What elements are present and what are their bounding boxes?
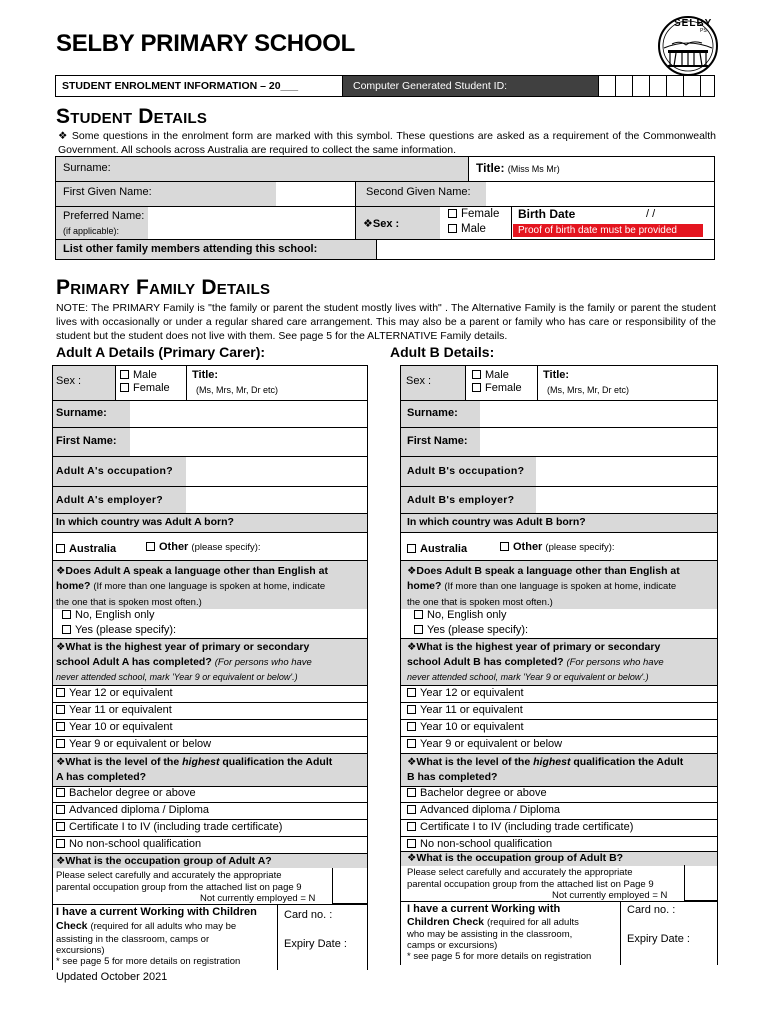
adult-b-wwc-hint-3: camps or excursions) [407,940,498,951]
adult-b-no-english-option[interactable] [414,609,507,621]
adult-b-qual-bachelor-option[interactable] [407,787,547,799]
adult-b-australia-option[interactable] [407,543,467,555]
proof-banner [513,224,703,237]
adult-b-qual-question [407,756,683,768]
adult-b-occ-hint-1: Please select carefully and accurately the appropriate [407,867,633,878]
qual-text: Certificate I to IV (including trade certificate) [420,821,634,833]
adult-a-wwc-line-2: Check [56,920,88,932]
adult-a-wwc-hint-3: excursions) [56,945,105,956]
adult-b-occ-hint-3: Not currently employed = N [552,890,668,901]
adult-a-wwc-hint-2: assisting in the classroom, camps or [56,934,210,945]
checkbox-icon[interactable] [414,625,423,634]
adult-b-surname-input[interactable] [480,401,717,427]
adult-b-card-no[interactable]: Card no. : [627,904,676,916]
qual-q-a: ❖What is the level of the [407,756,531,768]
adult-b-yes-specify-option[interactable] [414,624,528,636]
if-applicable-label: (if applicable): [63,226,120,236]
qual-text: Advanced diploma / Diploma [420,804,561,816]
student-details-heading: Student Details [56,105,208,128]
adult-a-lang-question-2: home? [56,580,91,592]
first-given-input[interactable] [276,182,355,206]
adult-b-qual-question-2: B has completed? [407,771,498,783]
adult-a-heading: Adult A Details (Primary Carer): [56,344,266,360]
birth-date-slashes[interactable]: / / [646,208,656,220]
checkbox-icon[interactable] [448,209,457,218]
adult-a-surname-input[interactable] [130,401,367,427]
adult-b-year-12-option[interactable] [407,687,524,699]
year-text: Year 10 or equivalent [69,721,173,733]
adult-b-other-option[interactable] [500,541,615,553]
adult-a-qual-bachelor-option[interactable] [56,787,196,799]
year-text: Year 12 or equivalent [420,687,524,699]
checkbox-icon[interactable] [472,370,481,379]
adult-b-occupation-label: Adult B's occupation? [407,465,525,477]
female-text: Female [485,382,522,394]
adult-a-year-12-option[interactable] [56,687,173,699]
adult-a-qual-question [56,756,332,768]
checkbox-icon[interactable] [407,722,416,731]
student-title-text: Title: [476,161,505,175]
adult-a-panel [52,365,368,970]
student-title-label [476,161,560,175]
adult-a-qual-certificate-option[interactable] [56,821,282,833]
adult-b-lang-question: ❖Does Adult B speak a language other than English at [407,565,680,577]
student-title-hint: (Miss Ms Mr) [507,164,560,174]
adult-b-expiry[interactable]: Expiry Date : [627,933,690,945]
preferred-label: Preferred Name: [63,210,145,222]
year-text: Year 11 or equivalent [69,704,172,716]
adult-a-occupation-input[interactable] [186,457,367,486]
checkbox-icon[interactable] [448,224,457,233]
adult-a-occ-group-question: ❖What is the occupation group of Adult A? [56,855,272,867]
student-note: ❖ Some questions in the enrolment form are marked with this symbol. These questions are asked as a requirement of the Commonwealth Government. All schools across Australia are required to collect the same information. [58,130,716,156]
adult-b-employer-input[interactable] [536,487,717,513]
checkbox-icon[interactable] [472,383,481,392]
checkbox-icon[interactable] [62,610,71,619]
qual-text: Certificate I to IV (including trade certificate) [69,821,283,833]
adult-a-wwc-hint-1: (required for all adults who may be [90,921,237,932]
adult-b-lang-hint: (If more than one language is spoken at home, indicate [444,581,677,592]
male-text: Male [485,369,509,381]
adult-a-expiry[interactable]: Expiry Date : [284,938,347,950]
checkbox-icon[interactable] [56,688,65,697]
checkbox-icon[interactable] [62,625,71,634]
adult-b-panel [400,365,718,965]
other-text: Other [159,541,189,553]
australia-text: Australia [420,543,468,555]
second-given-label: Second Given Name: [366,186,471,198]
adult-a-firstname-label: First Name: [56,435,117,447]
adult-a-qual-question-2: A has completed? [56,771,147,783]
adult-b-wwc-line-2: Children Check [407,916,485,928]
male-text: Male [461,223,486,235]
adult-b-school-hint: (For persons who have [566,657,664,668]
checkbox-icon[interactable] [56,805,65,814]
please-specify-text: (please specify): [191,542,261,553]
adult-b-occ-group-input[interactable] [684,865,718,901]
checkbox-icon[interactable] [120,370,129,379]
checkbox-icon[interactable] [56,788,65,797]
qual-text: Advanced diploma / Diploma [69,804,210,816]
checkbox-icon[interactable] [56,839,65,848]
adult-b-male-option[interactable] [472,369,509,381]
male-text: Male [133,369,157,381]
adult-b-qual-diploma-option[interactable] [407,804,560,816]
student-id-label-cell [343,76,598,96]
adult-a-yes-specify-option[interactable] [62,624,176,636]
adult-b-school-question: ❖What is the highest year of primary or secondary [407,641,661,653]
surname-label: Surname: [63,162,111,174]
adult-a-wwc-line-1: I have a current Working with Children [56,906,257,918]
adult-a-female-option[interactable] [120,382,170,394]
adult-b-wwc-hint-4: * see page 5 for more details on registration [407,951,592,962]
no-english-text: No, English only [427,609,507,621]
qual-q-a: ❖What is the level of the [56,756,180,768]
year-text: Year 9 or equivalent or below [69,738,212,750]
adult-a-lang-hint-2: the one that is spoken most often.) [56,597,202,608]
preferred-input[interactable] [148,207,355,239]
checkbox-icon[interactable] [407,688,416,697]
qual-q-b: highest [182,756,220,768]
updated-footer: Updated October 2021 [56,971,168,983]
checkbox-icon[interactable] [407,839,416,848]
adult-b-wwc-hint-2: who may be assisting in the classroom, [407,929,573,940]
school-name: SELBY PRIMARY SCHOOL [56,30,355,57]
checkbox-icon[interactable] [407,805,416,814]
adult-b-qual-none-option[interactable] [407,838,552,850]
qual-text: No non-school qualification [420,838,553,850]
checkbox-icon[interactable] [120,383,129,392]
student-id-label: Computer Generated Student ID: [353,80,508,92]
adult-a-firstname-input[interactable] [130,428,367,456]
female-text: Female [133,382,170,394]
checkbox-icon[interactable] [407,739,416,748]
other-text: Other [513,541,543,553]
adult-a-occ-hint-1: Please select carefully and accurately the appropriate [56,870,282,881]
adult-b-school-question-2: school Adult B has completed? [407,656,564,668]
adult-b-occupation-input[interactable] [536,457,717,486]
adult-a-title-label: Title: [192,369,219,381]
adult-b-title-hint: (Ms, Mrs, Mr, Dr etc) [547,385,629,395]
adult-a-surname-label: Surname: [56,407,107,419]
adult-a-occupation-label: Adult A's occupation? [56,465,173,477]
adult-b-lang-hint-2: the one that is spoken most often.) [407,597,553,608]
checkbox-icon[interactable] [407,705,416,714]
adult-a-wwc-hint-4: * see page 5 for more details on registration [56,956,241,967]
adult-b-surname-label: Surname: [407,407,458,419]
adult-a-title-hint: (Ms, Mrs, Mr, Dr etc) [196,385,278,395]
student-table [55,156,715,260]
enrolment-label: STUDENT ENROLMENT INFORMATION – 20___ [62,80,299,92]
adult-b-heading: Adult B Details: [390,344,495,360]
adult-b-country-label: In which country was Adult B born? [407,516,586,528]
adult-b-firstname-label: First Name: [407,435,468,447]
adult-a-occ-hint-2: parental occupation group from the attached list on page 9 [56,882,302,893]
female-text: Female [461,208,500,220]
yes-specify-text: Yes (please specify): [75,624,177,636]
student-id-boxes[interactable] [598,76,714,96]
adult-a-occ-hint-3: Not currently employed = N [200,893,316,904]
adult-a-qual-diploma-option[interactable] [56,804,209,816]
year-text: Year 9 or equivalent or below [420,738,563,750]
family-note: NOTE: The PRIMARY Family is "the family or parent the student mostly lives with" . The Alternative Family is the family or parent the student lives with occasionally or under a regular shared care arrangement. This may also be a parent or family who has care or responsibility of the student but the student does not live with them. See page 5 for the ALTERNATIVE Family details. [56,302,716,342]
please-specify-text: (please specify): [545,542,615,553]
logo-text: SELBY [674,18,713,29]
year-text: Year 12 or equivalent [69,687,173,699]
adult-a-school-hint-2: never attended school, mark 'Year 9 or equivalent or below'.) [56,672,298,682]
adult-b-lang-question-2: home? [407,580,442,592]
adult-a-employer-input[interactable] [186,487,367,513]
adult-b-wwc-line-1: I have a current Working with [407,903,561,915]
qual-q-c: qualification the Adult [573,756,684,768]
adult-b-year-9-option[interactable] [407,738,562,750]
qual-q-c: qualification the Adult [222,756,333,768]
adult-b-female-option[interactable] [472,382,522,394]
adult-a-male-option[interactable] [120,369,157,381]
adult-a-sex-label: Sex : [56,375,82,387]
adult-a-school-question-2: school Adult A has completed? [56,656,212,668]
checkbox-icon[interactable] [407,822,416,831]
adult-a-school-hint: (For persons who have [214,657,312,668]
logo-sub: PS [700,28,707,34]
adult-a-year-9-option[interactable] [56,738,211,750]
qual-q-b: highest [533,756,571,768]
checkbox-icon[interactable] [56,739,65,748]
adult-a-qual-none-option[interactable] [56,838,201,850]
adult-a-no-english-option[interactable] [62,609,155,621]
checkbox-icon[interactable] [407,788,416,797]
qual-text: Bachelor degree or above [69,787,196,799]
second-given-input[interactable] [486,182,714,206]
year-text: Year 10 or equivalent [420,721,524,733]
birth-date-label: Birth Date [518,207,576,221]
australia-text: Australia [69,543,117,555]
checkbox-icon[interactable] [56,544,65,553]
adult-b-title-label: Title: [543,369,570,381]
adult-a-employer-label: Adult A's employer? [56,494,163,506]
adult-a-school-question: ❖What is the highest year of primary or secondary [56,641,310,653]
first-given-label: First Given Name: [63,186,152,198]
adult-a-lang-hint: (If more than one language is spoken at home, indicate [93,581,326,592]
school-logo [656,14,720,78]
family-details-heading: Primary Family Details [56,276,271,299]
adult-a-year-11-option[interactable] [56,704,172,716]
checkbox-icon[interactable] [56,722,65,731]
adult-b-employer-label: Adult B's employer? [407,494,515,506]
yes-specify-text: Yes (please specify): [427,624,529,636]
enrolment-bar [55,75,715,97]
adult-a-australia-option[interactable] [56,543,116,555]
checkbox-icon[interactable] [56,705,65,714]
adult-b-year-11-option[interactable] [407,704,523,716]
checkbox-icon[interactable] [56,822,65,831]
adult-a-other-option[interactable] [146,541,261,553]
adult-a-card-no[interactable]: Card no. : [284,909,333,921]
adult-a-country-label: In which country was Adult A born? [56,516,234,528]
adult-a-year-10-option[interactable] [56,721,173,733]
checkbox-icon[interactable] [414,610,423,619]
adult-b-occ-group-question: ❖What is the occupation group of Adult B? [407,852,624,864]
adult-b-year-10-option[interactable] [407,721,524,733]
student-female-option[interactable] [448,208,499,220]
adult-b-wwc-hint-1: (required for all adults [486,917,579,928]
qual-text: Bachelor degree or above [420,787,547,799]
proof-text: Proof of birth date must be provided [518,225,677,236]
adult-b-qual-certificate-option[interactable] [407,821,633,833]
adult-a-occ-group-input[interactable] [332,868,368,904]
checkbox-icon[interactable] [500,542,509,551]
checkbox-icon[interactable] [146,542,155,551]
adult-b-occ-hint-2: parental occupation group from the attached list on Page 9 [407,879,654,890]
family-members-label: List other family members attending this school: [63,243,318,255]
student-male-option[interactable] [448,223,486,235]
qual-text: No non-school qualification [69,838,202,850]
no-english-text: No, English only [75,609,155,621]
checkbox-icon[interactable] [407,544,416,553]
year-text: Year 11 or equivalent [420,704,523,716]
student-sex-label: ❖Sex : [363,218,400,230]
adult-b-firstname-input[interactable] [480,428,717,456]
adult-b-school-hint-2: never attended school, mark 'Year 9 or equivalent or below'.) [407,672,649,682]
adult-a-lang-question: ❖Does Adult A speak a language other than English at [56,565,328,577]
adult-b-sex-label: Sex : [406,375,432,387]
